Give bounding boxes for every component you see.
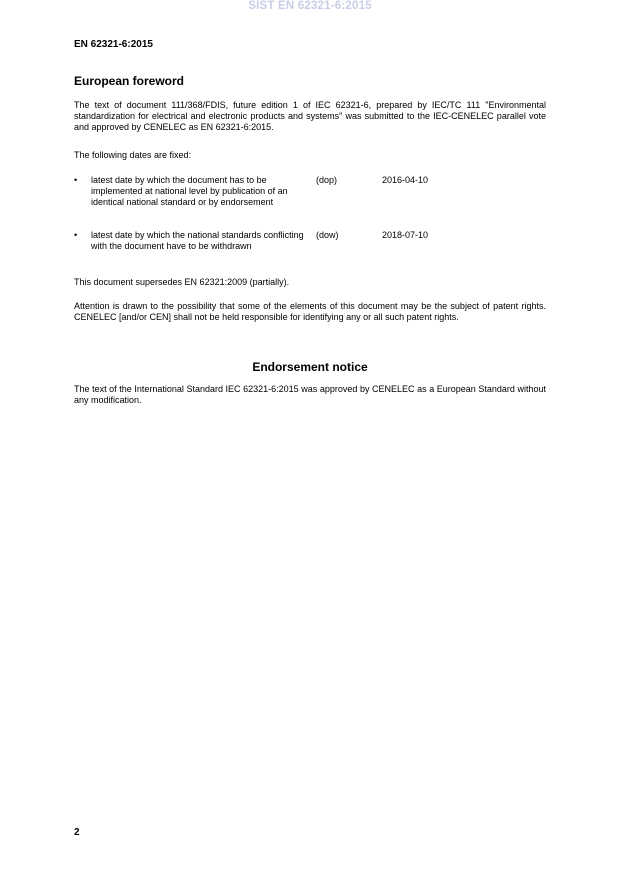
date-abbreviation: (dow) xyxy=(316,230,339,240)
bullet-icon: • xyxy=(74,230,78,240)
foreword-heading: European foreword xyxy=(74,74,185,88)
endorsement-heading: Endorsement notice xyxy=(252,360,368,374)
watermark: SIST EN 62321-6:2015 xyxy=(248,0,372,12)
date-description: latest date by which the document has to be implemented at national level by publication of an identical national standard or by endorsement xyxy=(91,175,288,208)
date-abbreviation: (dop) xyxy=(316,175,338,185)
document-id: EN 62321-6:2015 xyxy=(74,39,153,50)
date-value: 2018-07-10 xyxy=(382,230,429,240)
date-description: latest date by which the national standards conflicting with the document have to be withdrawn xyxy=(91,230,304,252)
foreword-intro-paragraph: The text of document 111/368/FDIS, future edition 1 of IEC 62321-6, prepared by IEC/TC 111 "Environmental standardization for electrical and electronic products and systems" was submitted to the IEC-CENELEC parallel vote and approved by CENELEC as EN 62321-6:2015. xyxy=(74,100,546,133)
dates-intro-paragraph: The following dates are fixed: xyxy=(74,150,192,160)
page-number: 2 xyxy=(74,827,80,838)
bullet-icon: • xyxy=(74,175,78,185)
supersedes-paragraph: This document supersedes EN 62321:2009 (partially). xyxy=(74,277,290,287)
endorsement-paragraph: The text of the International Standard IEC 62321-6:2015 was approved by CENELEC as a European Standard without any modification. xyxy=(74,384,546,406)
patent-notice-paragraph: Attention is drawn to the possibility that some of the elements of this document may be the subject of patent rights. CENELEC [and/or CEN] shall not be held responsible for identifying any or all such patent rights. xyxy=(74,301,546,323)
date-value: 2016-04-10 xyxy=(382,175,429,185)
